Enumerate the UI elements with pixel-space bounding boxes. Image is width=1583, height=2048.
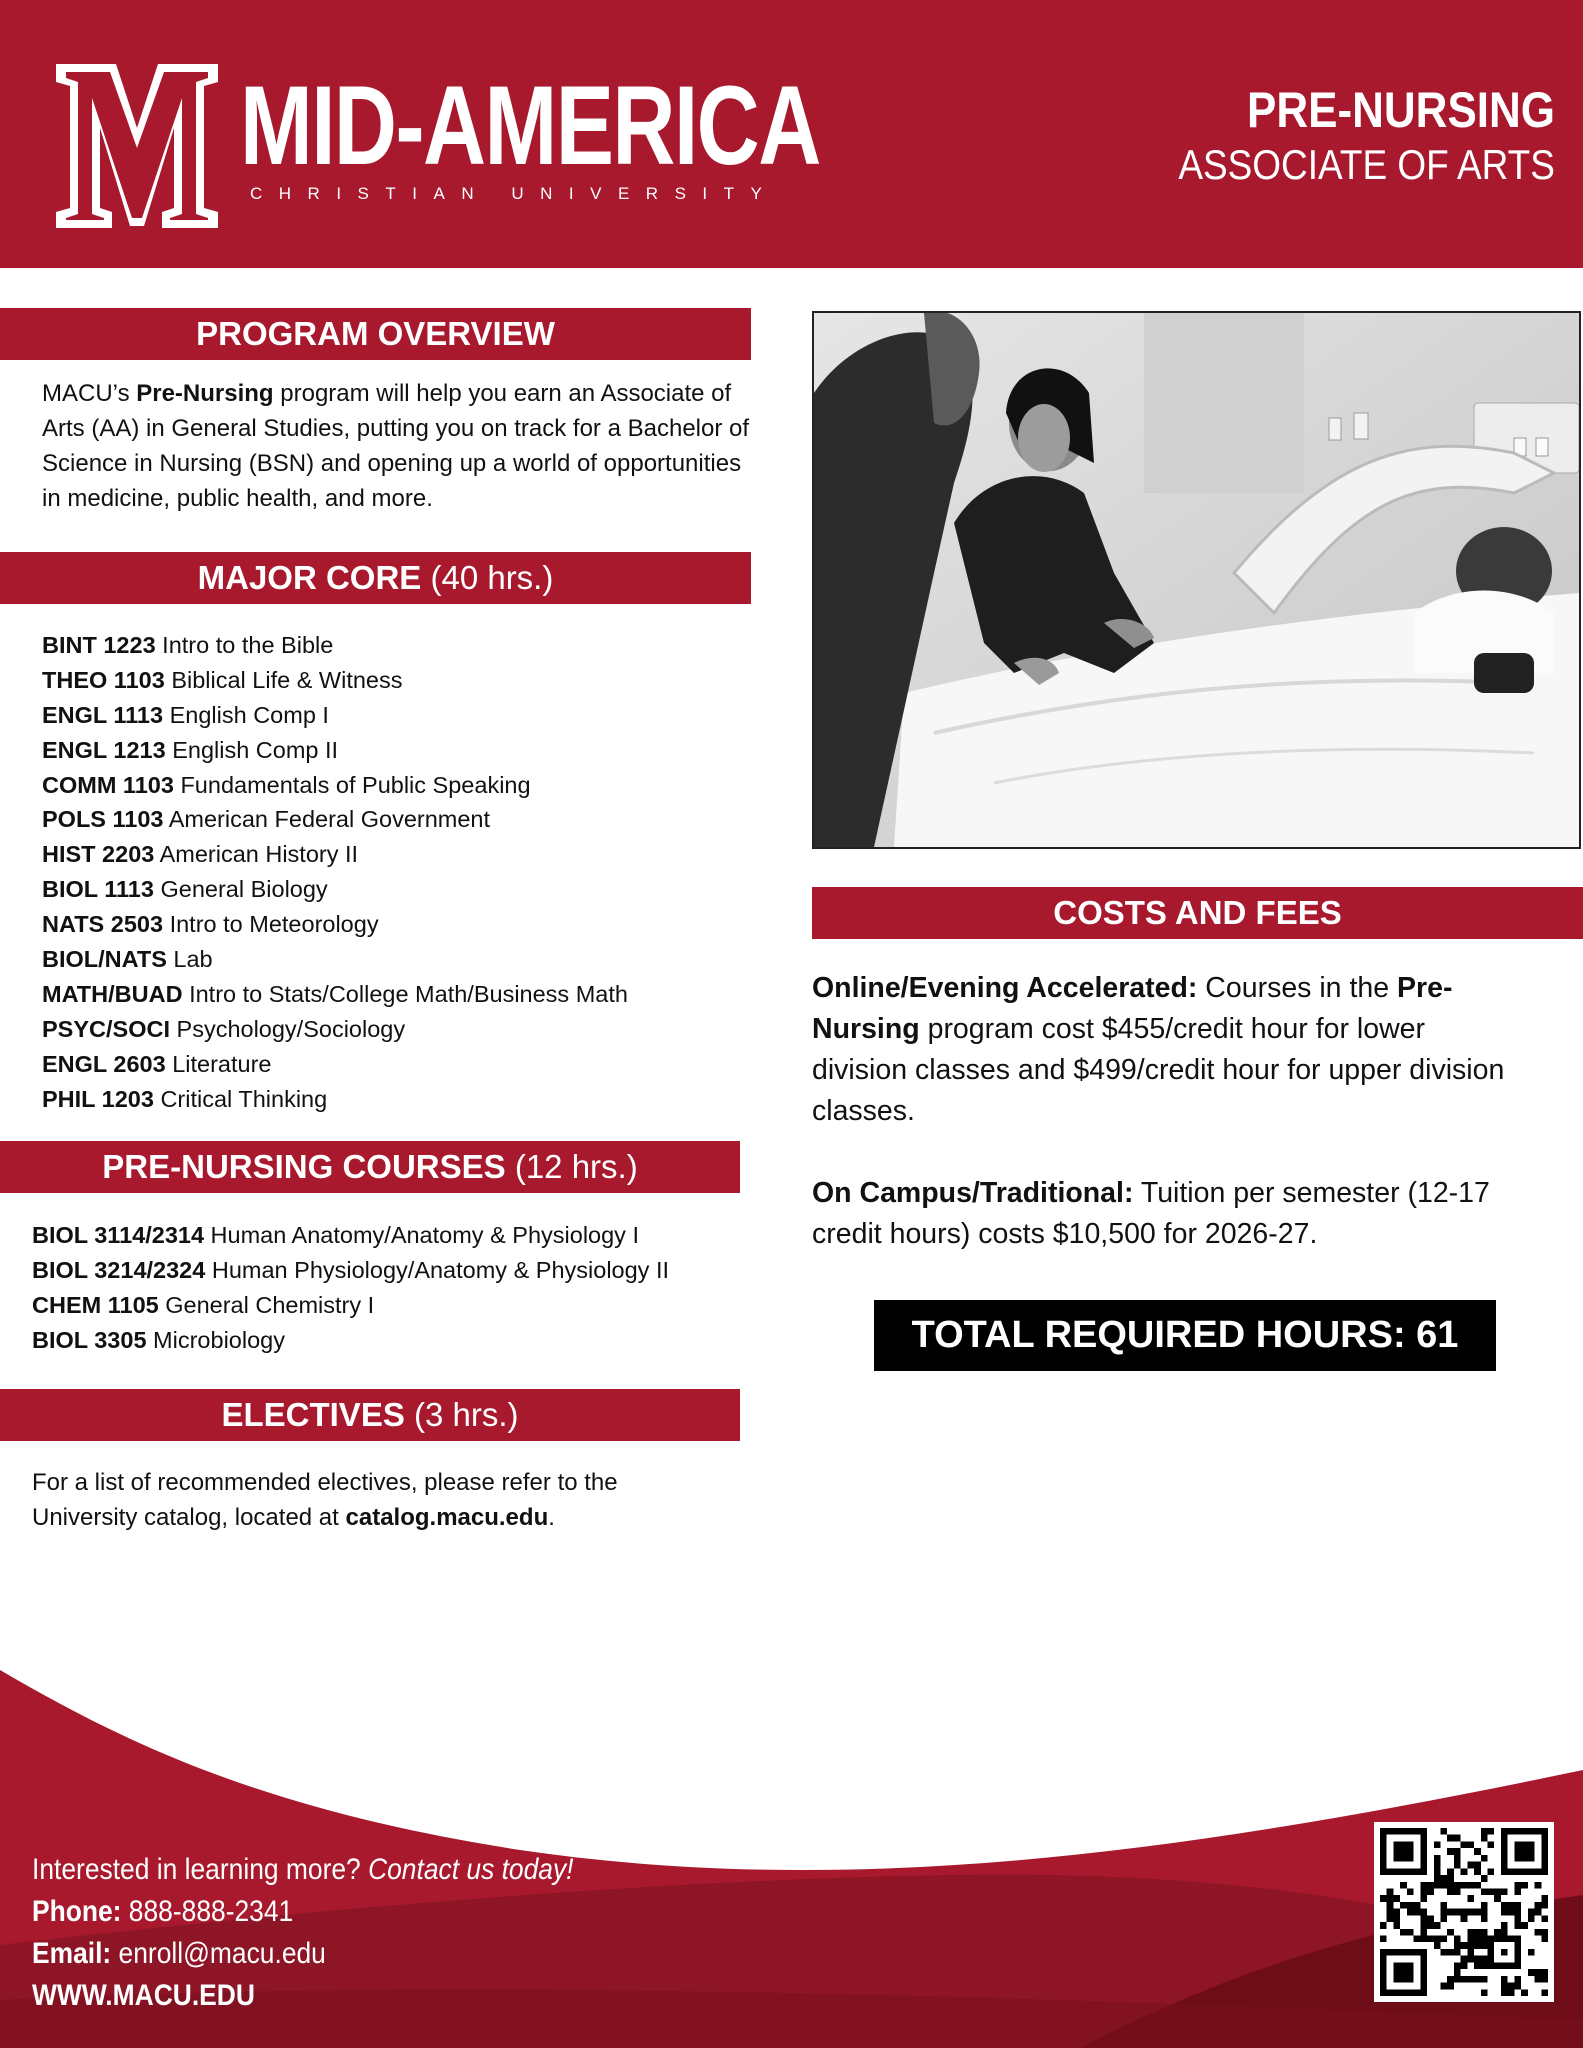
course-item: CHEM 1105 General Chemistry I	[32, 1291, 375, 1318]
brand-subtitle: CHRISTIAN UNIVERSITY	[250, 184, 779, 203]
pre-nursing-heading: PRE-NURSING COURSES (12 hrs.)	[0, 1141, 740, 1193]
program-degree: ASSOCIATE OF ARTS	[1178, 141, 1555, 188]
program-title: PRE-NURSING	[1246, 82, 1555, 138]
electives-heading: ELECTIVES (3 hrs.)	[0, 1389, 740, 1441]
course-item: BIOL 1113 General Biology	[42, 876, 328, 903]
course-item: THEO 1103 Biblical Life & Witness	[42, 666, 403, 693]
course-item: COMM 1103 Fundamentals of Public Speaking	[42, 771, 531, 798]
program-overview-heading: PROGRAM OVERVIEW	[0, 308, 751, 360]
online-cost-paragraph: Online/Evening Accelerated: Courses in the Pre-Nursing program cost $455/credit hour for lower division classes and $499/credit hour for upper division classes.	[812, 972, 1505, 1127]
major-core-list	[42, 628, 628, 1116]
course-item: PSYC/SOCI Psychology/Sociology	[42, 1015, 406, 1042]
course-item: PHIL 1203 Critical Thinking	[42, 1085, 328, 1112]
contact-intro: Interested in learning more? Contact us today!	[32, 1853, 574, 1886]
pre-nursing-list	[32, 1218, 669, 1358]
course-item: HIST 2203 American History II	[42, 841, 359, 868]
course-item: BIOL/NATS Lab	[42, 946, 213, 973]
electives-text: For a list of recommended electives, please refer to the University catalog, located at catalog.macu.edu.	[32, 1469, 618, 1531]
costs-text	[812, 968, 1512, 1296]
course-item: BIOL 3114/2314 Human Anatomy/Anatomy & Physiology I	[32, 1222, 639, 1248]
course-item: POLS 1103 American Federal Government	[42, 806, 491, 833]
course-item: ENGL 2603 Literature	[42, 1050, 272, 1077]
qr-code-graphic	[1380, 1828, 1548, 1996]
catalog-link[interactable]: catalog.macu.edu	[345, 1504, 549, 1531]
campus-cost-paragraph: On Campus/Traditional: Tuition per semester (12-17 credit hours) costs $10,500 for 2026-27.	[812, 1177, 1490, 1250]
costs-heading: COSTS AND FEES	[812, 887, 1583, 939]
course-item: ENGL 1213 English Comp II	[42, 736, 339, 763]
program-overview-text: MACU’s Pre-Nursing program will help you earn an Associate of Arts (AA) in General Studies, putting you on track for a Bachelor of Science in Nursing (BSN) and opening up a world of opportunities in medicine, public health, and more.	[42, 380, 750, 512]
total-required-hours: TOTAL REQUIRED HOURS: 61	[874, 1300, 1496, 1371]
contact-phone[interactable]: Phone: 888-888-2341	[32, 1895, 294, 1928]
course-item: BIOL 3214/2324 Human Physiology/Anatomy & Physiology II	[32, 1256, 670, 1283]
nursing-lab-photo	[812, 311, 1581, 849]
photo-illustration	[814, 313, 1579, 847]
university-logo-icon	[52, 58, 222, 234]
course-item: ENGL 1113 English Comp I	[42, 701, 329, 728]
contact-email[interactable]: Email: enroll@macu.edu	[32, 1937, 326, 1970]
header-banner	[0, 0, 1583, 268]
course-item: BIOL 3305 Microbiology	[32, 1326, 285, 1353]
course-item: MATH/BUAD Intro to Stats/College Math/Business Math	[42, 980, 628, 1007]
website-link[interactable]: WWW.MACU.EDU	[32, 1979, 255, 2012]
course-item: BINT 1223 Intro to the Bible	[42, 632, 334, 658]
major-core-heading: MAJOR CORE (40 hrs.)	[0, 552, 751, 604]
course-item: NATS 2503 Intro to Meteorology	[42, 911, 379, 938]
brand-name: MID-AMERICA	[240, 63, 820, 188]
qr-code-icon[interactable]	[1374, 1822, 1554, 2002]
